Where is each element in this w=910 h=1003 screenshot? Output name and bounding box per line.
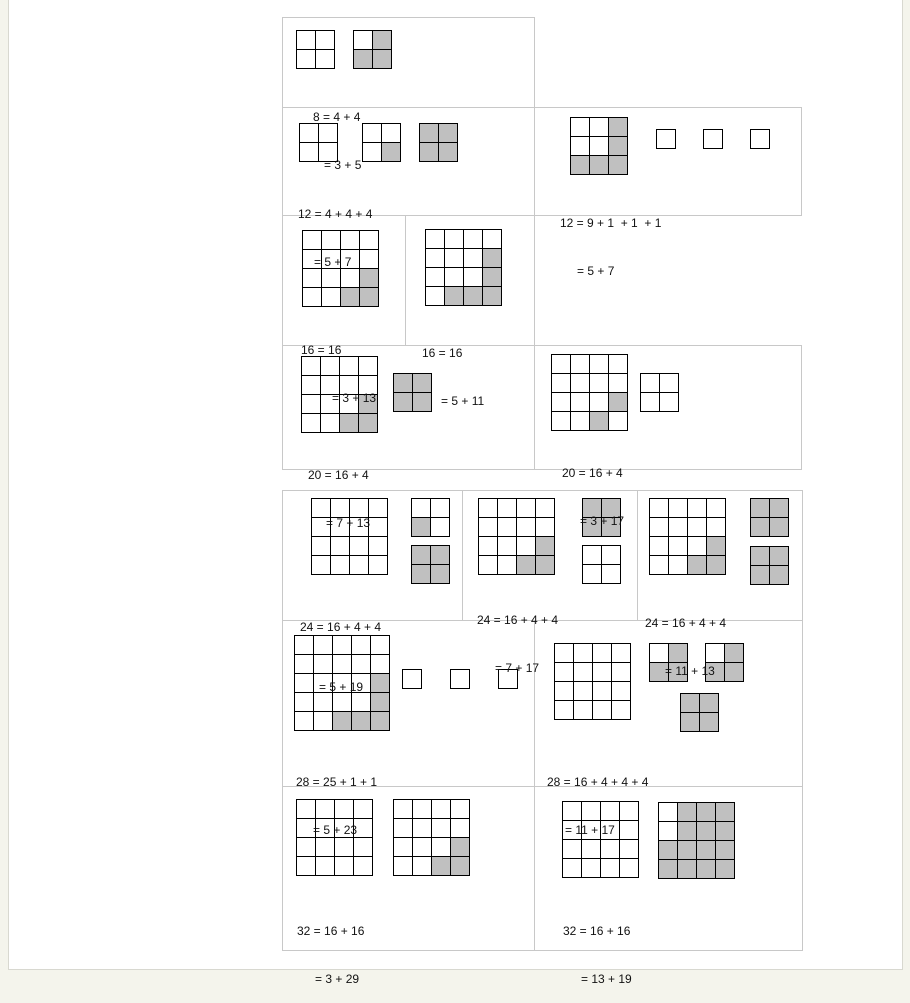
equation-line: = 5 + 23: [313, 823, 358, 837]
shaded-square: [382, 143, 401, 162]
unit-square: [660, 374, 679, 393]
shaded-square: [571, 156, 590, 175]
unit-square: [363, 143, 382, 162]
unit-square: [571, 393, 590, 412]
square-grid-diagram: [750, 546, 789, 585]
unit-square: [601, 859, 620, 878]
unit-square: [669, 499, 688, 518]
shaded-square: [412, 546, 431, 565]
unit-square: [431, 518, 450, 537]
unit-square: [571, 137, 590, 156]
square-grid-diagram: [750, 129, 770, 149]
unit-square: [574, 644, 593, 663]
unit-square: [571, 118, 590, 137]
unit-square: [498, 537, 517, 556]
unit-square: [431, 499, 450, 518]
unit-square: [609, 412, 628, 431]
unit-square: [612, 644, 631, 663]
unit-square: [483, 230, 502, 249]
shaded-square: [373, 31, 392, 50]
unit-square: [590, 393, 609, 412]
square-grid-diagram: [656, 129, 676, 149]
equation-line: = 7 + 13: [326, 516, 371, 530]
equation-12a: [298, 174, 372, 286]
unit-square: [403, 670, 422, 689]
equation-line: = 3 + 5: [324, 158, 362, 172]
unit-square: [707, 499, 726, 518]
square-grid-diagram: [703, 129, 723, 149]
unit-square: [563, 859, 582, 878]
unit-square: [498, 499, 517, 518]
equation-line: = 5 + 19: [319, 680, 364, 694]
unit-square: [445, 268, 464, 287]
equation-24b: [477, 580, 558, 692]
unit-square: [574, 701, 593, 720]
unit-square: [412, 499, 431, 518]
shaded-square: [439, 124, 458, 143]
unit-square: [571, 355, 590, 374]
unit-square: [574, 682, 593, 701]
equation-line: = 5 + 7: [577, 264, 615, 278]
unit-square: [354, 857, 373, 876]
shaded-square: [609, 118, 628, 137]
unit-square: [322, 288, 341, 307]
unit-square: [641, 374, 660, 393]
unit-square: [517, 518, 536, 537]
shaded-square: [609, 156, 628, 175]
unit-square: [369, 499, 388, 518]
unit-square: [316, 31, 335, 50]
unit-square: [650, 556, 669, 575]
unit-square: [688, 537, 707, 556]
unit-square: [571, 374, 590, 393]
unit-square: [593, 644, 612, 663]
unit-square: [297, 857, 316, 876]
equation-line: 16 = 16: [422, 346, 463, 360]
unit-square: [445, 230, 464, 249]
square-grid-diagram: [570, 117, 628, 175]
unit-square: [394, 838, 413, 857]
shaded-square: [716, 841, 735, 860]
equation-32b: [563, 891, 632, 1003]
equation-line: 32 = 16 + 16: [563, 924, 631, 938]
unit-square: [552, 355, 571, 374]
unit-square: [297, 50, 316, 69]
equation-line: 24 = 16 + 4 + 4: [645, 616, 727, 630]
square-grid-diagram: [450, 669, 470, 689]
equation-line: 32 = 16 + 16: [297, 924, 365, 938]
equation-line: 12 = 4 + 4 + 4: [298, 207, 373, 221]
equation-line: 20 = 16 + 4: [562, 466, 623, 480]
square-grid-diagram: [362, 123, 401, 162]
shaded-square: [536, 537, 555, 556]
shaded-square: [431, 546, 450, 565]
shaded-square: [770, 499, 789, 518]
shaded-square: [697, 803, 716, 822]
shaded-square: [420, 124, 439, 143]
equation-28a: [296, 742, 377, 854]
unit-square: [451, 800, 470, 819]
unit-square: [479, 499, 498, 518]
shaded-square: [360, 288, 379, 307]
shaded-square: [412, 565, 431, 584]
unit-square: [369, 537, 388, 556]
square-grid-diagram: [582, 545, 621, 584]
unit-square: [479, 556, 498, 575]
equation-32a: [297, 891, 364, 1003]
equation-line: = 7 + 17: [495, 661, 540, 675]
unit-square: [426, 249, 445, 268]
shaded-square: [770, 547, 789, 566]
unit-square: [445, 249, 464, 268]
square-grid-diagram: [411, 498, 450, 537]
shaded-square: [609, 393, 628, 412]
shaded-square: [451, 838, 470, 857]
equation-line: = 3 + 29: [315, 972, 360, 986]
equation-16a: [301, 310, 376, 422]
unit-square: [688, 518, 707, 537]
unit-square: [590, 374, 609, 393]
unit-square: [316, 857, 335, 876]
shaded-square: [770, 566, 789, 585]
unit-square: [479, 518, 498, 537]
shaded-square: [700, 694, 719, 713]
unit-square: [707, 518, 726, 537]
unit-square: [583, 546, 602, 565]
shaded-square: [716, 803, 735, 822]
unit-square: [517, 499, 536, 518]
square-grid-diagram: [393, 799, 470, 876]
unit-square: [432, 838, 451, 857]
shaded-square: [697, 822, 716, 841]
square-grid-diagram: [419, 123, 458, 162]
equation-line: 20 = 16 + 4: [308, 468, 369, 482]
unit-square: [583, 565, 602, 584]
shaded-square: [770, 518, 789, 537]
unit-square: [657, 130, 676, 149]
square-grid-diagram: [649, 498, 726, 575]
shaded-square: [678, 822, 697, 841]
unit-square: [574, 663, 593, 682]
unit-square: [552, 393, 571, 412]
unit-square: [479, 537, 498, 556]
equation-line: 24 = 16 + 4 + 4: [300, 620, 382, 634]
equation-line: = 5 + 7: [314, 255, 352, 269]
unit-square: [426, 230, 445, 249]
unit-square: [669, 518, 688, 537]
equation-line: = 3 + 17: [580, 514, 625, 528]
shaded-square: [439, 143, 458, 162]
square-grid-diagram: [296, 30, 335, 69]
equation-24c: [645, 583, 726, 695]
unit-square: [331, 556, 350, 575]
unit-square: [464, 230, 483, 249]
shaded-square: [590, 412, 609, 431]
shaded-square: [394, 374, 413, 393]
shaded-square: [716, 822, 735, 841]
square-grid-diagram: [640, 373, 679, 412]
unit-square: [451, 819, 470, 838]
unit-square: [650, 537, 669, 556]
shaded-square: [725, 644, 744, 663]
unit-square: [316, 50, 335, 69]
shaded-square: [517, 556, 536, 575]
equation-line: = 11 + 13: [665, 664, 715, 678]
shaded-square: [373, 50, 392, 69]
unit-square: [536, 518, 555, 537]
unit-square: [669, 537, 688, 556]
shaded-square: [700, 713, 719, 732]
unit-square: [650, 499, 669, 518]
shaded-square: [681, 713, 700, 732]
shaded-square: [354, 50, 373, 69]
unit-square: [297, 31, 316, 50]
equation-line: = 13 + 19: [581, 972, 632, 986]
unit-square: [571, 412, 590, 431]
unit-square: [369, 556, 388, 575]
square-grid-diagram: [425, 229, 502, 306]
unit-square: [382, 124, 401, 143]
unit-square: [593, 701, 612, 720]
shaded-square: [716, 860, 735, 879]
unit-square: [555, 701, 574, 720]
unit-square: [602, 546, 621, 565]
square-grid-diagram: [750, 498, 789, 537]
unit-square: [582, 859, 601, 878]
shaded-square: [483, 287, 502, 306]
equation-24a: [300, 577, 381, 717]
unit-square: [394, 800, 413, 819]
shaded-square: [751, 499, 770, 518]
equation-line: = 3 + 13: [332, 391, 377, 405]
unit-square: [426, 268, 445, 287]
shaded-square: [445, 287, 464, 306]
equation-line: 28 = 16 + 4 + 4 + 4: [547, 775, 649, 789]
unit-square: [552, 374, 571, 393]
unit-square: [413, 800, 432, 819]
equation-28b: [547, 742, 648, 854]
unit-square: [612, 682, 631, 701]
unit-square: [335, 857, 354, 876]
unit-square: [426, 287, 445, 306]
unit-square: [394, 857, 413, 876]
equation-16b: [422, 313, 484, 425]
unit-square: [590, 137, 609, 156]
unit-square: [312, 556, 331, 575]
unit-square: [369, 518, 388, 537]
shaded-square: [678, 803, 697, 822]
shaded-square: [697, 841, 716, 860]
unit-square: [660, 393, 679, 412]
unit-square: [620, 859, 639, 878]
unit-square: [498, 556, 517, 575]
unit-square: [464, 268, 483, 287]
shaded-square: [659, 841, 678, 860]
unit-square: [413, 857, 432, 876]
equation-line: 12 = 9 + 1 + 1 + 1: [560, 216, 662, 230]
equation-line: 28 = 25 + 1 + 1: [296, 775, 378, 789]
unit-square: [593, 682, 612, 701]
shaded-square: [483, 268, 502, 287]
shaded-square: [707, 556, 726, 575]
unit-square: [350, 556, 369, 575]
unit-square: [751, 130, 770, 149]
shaded-square: [394, 393, 413, 412]
shaded-square: [451, 857, 470, 876]
unit-square: [432, 819, 451, 838]
equation-12b: [560, 183, 661, 295]
unit-square: [602, 565, 621, 584]
square-grid-diagram: [551, 354, 628, 431]
unit-square: [394, 819, 413, 838]
shaded-square: [697, 860, 716, 879]
unit-square: [609, 355, 628, 374]
square-grid-diagram: [478, 498, 555, 575]
unit-square: [590, 118, 609, 137]
square-grid-diagram: [411, 545, 450, 584]
equation-line: 16 = 16: [301, 343, 342, 357]
shaded-square: [420, 143, 439, 162]
unit-square: [688, 499, 707, 518]
unit-square: [593, 663, 612, 682]
unit-square: [612, 663, 631, 682]
square-grid-diagram: [680, 693, 719, 732]
unit-square: [363, 124, 382, 143]
unit-square: [650, 518, 669, 537]
shaded-square: [725, 663, 744, 682]
unit-square: [552, 412, 571, 431]
unit-square: [413, 838, 432, 857]
equation-line: = 5 + 11: [441, 394, 485, 408]
shaded-square: [483, 249, 502, 268]
square-grid-diagram: [402, 669, 422, 689]
square-grid-diagram: [554, 643, 631, 720]
square-grid-diagram: [658, 802, 735, 879]
shaded-square: [707, 537, 726, 556]
unit-square: [498, 518, 517, 537]
unit-square: [659, 822, 678, 841]
unit-square: [669, 556, 688, 575]
shaded-square: [432, 857, 451, 876]
equation-20a: [308, 435, 370, 547]
equation-8: [313, 77, 361, 189]
shaded-square: [464, 287, 483, 306]
equation-20b: [562, 433, 624, 545]
shaded-square: [681, 694, 700, 713]
unit-square: [612, 701, 631, 720]
square-grid-diagram: [353, 30, 392, 69]
shaded-square: [659, 860, 678, 879]
shaded-square: [678, 860, 697, 879]
unit-square: [590, 355, 609, 374]
unit-square: [354, 31, 373, 50]
unit-square: [517, 537, 536, 556]
unit-square: [641, 393, 660, 412]
unit-square: [704, 130, 723, 149]
shaded-square: [688, 556, 707, 575]
unit-square: [659, 803, 678, 822]
unit-square: [451, 670, 470, 689]
shaded-square: [751, 518, 770, 537]
unit-square: [432, 800, 451, 819]
shaded-square: [609, 137, 628, 156]
equation-line: 8 = 4 + 4: [313, 110, 361, 124]
unit-square: [413, 819, 432, 838]
equation-line: = 11 + 17: [565, 823, 615, 837]
unit-square: [303, 288, 322, 307]
shaded-square: [751, 547, 770, 566]
shaded-square: [341, 288, 360, 307]
unit-square: [609, 374, 628, 393]
shaded-square: [590, 156, 609, 175]
unit-square: [464, 249, 483, 268]
equation-line: 24 = 16 + 4 + 4: [477, 613, 559, 627]
shaded-square: [431, 565, 450, 584]
shaded-square: [536, 556, 555, 575]
unit-square: [536, 499, 555, 518]
shaded-square: [678, 841, 697, 860]
shaded-square: [751, 566, 770, 585]
shaded-square: [412, 518, 431, 537]
